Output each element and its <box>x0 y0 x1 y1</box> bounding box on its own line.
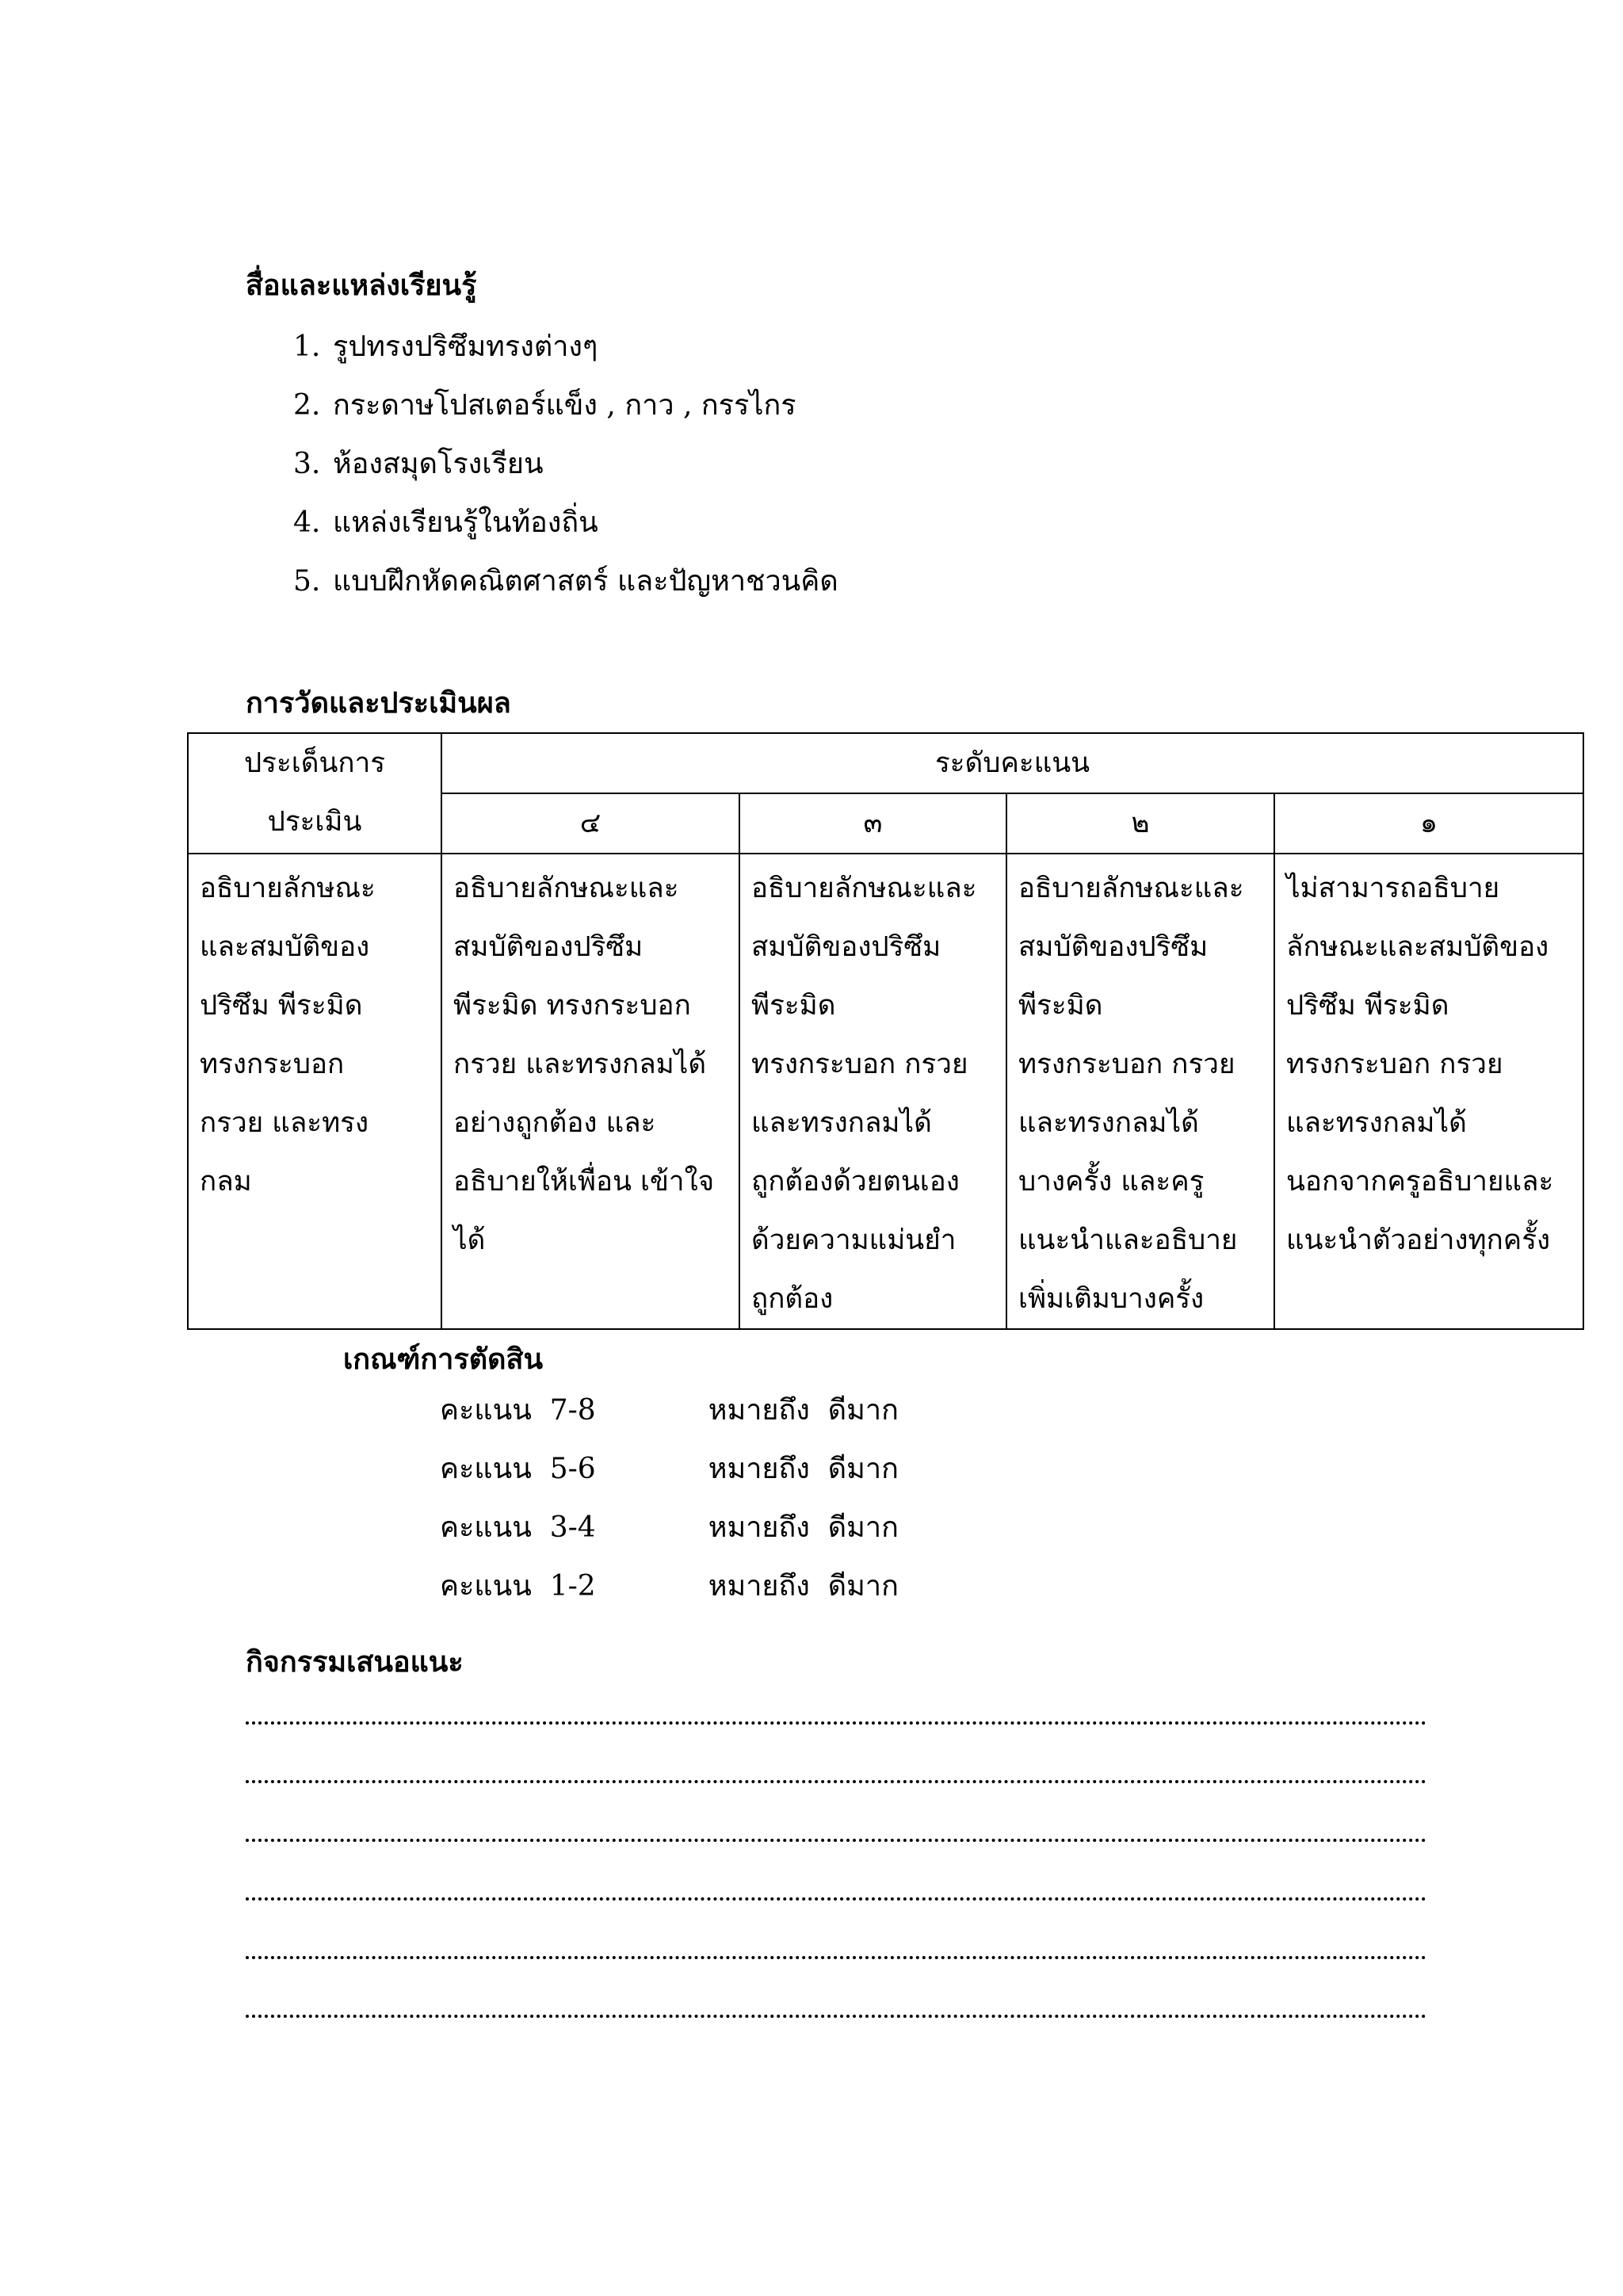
level-header: ๔ <box>441 793 739 854</box>
blank-dotted-line <box>246 1780 1426 1783</box>
list-item: 4. แหล่งเรียนรู้ในท้องถิ่น <box>293 506 598 539</box>
blank-dotted-line <box>246 1839 1426 1842</box>
criteria-list <box>440 1391 899 1626</box>
level-2-cell: อธิบายลักษณะและ สมบัติของปริซึม พีระมิด ทรงกระบอก กรวย และทรงกลมได้ บางครั้ง และครู แนะนำและอธิบาย เพิ่มเติมบางครั้ง <box>1006 854 1274 1329</box>
table-row <box>188 854 1583 1329</box>
level-header: ๒ <box>1006 793 1274 854</box>
rubric-table <box>187 732 1584 1330</box>
blank-dotted-line <box>246 1956 1426 1959</box>
media-heading: สื่อและแหล่งเรียนรู้ <box>246 269 477 302</box>
score-level-header: ระดับคะแนน <box>441 733 1583 793</box>
list-item: คะแนน 1-2 หมายถึง ดีมาก <box>440 1570 899 1603</box>
blank-dotted-line <box>246 1897 1426 1901</box>
list-item: 2. กระดาษโปสเตอร์แข็ง , กาว , กรรไกร <box>293 389 796 422</box>
blank-dotted-line <box>246 1721 1426 1725</box>
level-header: ๑ <box>1274 793 1583 854</box>
list-item: 5. แบบฝึกหัดคณิตศาสตร์ และปัญหาชวนคิด <box>293 565 838 598</box>
level-1-cell: ไม่สามารถอธิบาย ลักษณะและสมบัติของ ปริซึม พีระมิด ทรงกระบอก กรวย และทรงกลมได้ นอกจากครูอธิบายและ แนะนำตัวอย่างทุกครั้ง <box>1274 854 1583 1329</box>
topic-header: ประเด็นการ ประเมิน <box>188 733 441 854</box>
list-item: คะแนน 7-8 หมายถึง ดีมาก <box>440 1394 899 1427</box>
media-list <box>293 327 838 621</box>
activities-heading: กิจกรรมเสนอแนะ <box>246 1645 464 1679</box>
list-item: 1. รูปทรงปริซึมทรงต่างๆ <box>293 330 598 363</box>
level-header: ๓ <box>739 793 1006 854</box>
list-item: คะแนน 3-4 หมายถึง ดีมาก <box>440 1511 899 1544</box>
assessment-heading: การวัดและประเมินผล <box>246 686 511 720</box>
criteria-heading: เกณฑ์การตัดสิน <box>343 1343 544 1376</box>
table-header-row <box>188 733 1583 793</box>
level-3-cell: อธิบายลักษณะและ สมบัติของปริซึม พีระมิด ทรงกระบอก กรวย และทรงกลมได้ ถูกต้องด้วยตนเอง ด้วยความแม่นยำ ถูกต้อง <box>739 854 1006 1329</box>
level-4-cell: อธิบายลักษณะและ สมบัติของปริซึม พีระมิด ทรงกระบอก กรวย และทรงกลมได้ อย่างถูกต้อง และ อธิบายให้เพื่อน เข้าใจ ได้ <box>441 854 739 1329</box>
blank-dotted-line <box>246 2015 1426 2018</box>
topic-cell: อธิบายลักษณะ และสมบัติของ ปริซึม พีระมิด ทรงกระบอก กรวย และทรง กลม <box>188 854 441 1329</box>
list-item: คะแนน 5-6 หมายถึง ดีมาก <box>440 1453 899 1485</box>
list-item: 3. ห้องสมุดโรงเรียน <box>293 448 544 480</box>
